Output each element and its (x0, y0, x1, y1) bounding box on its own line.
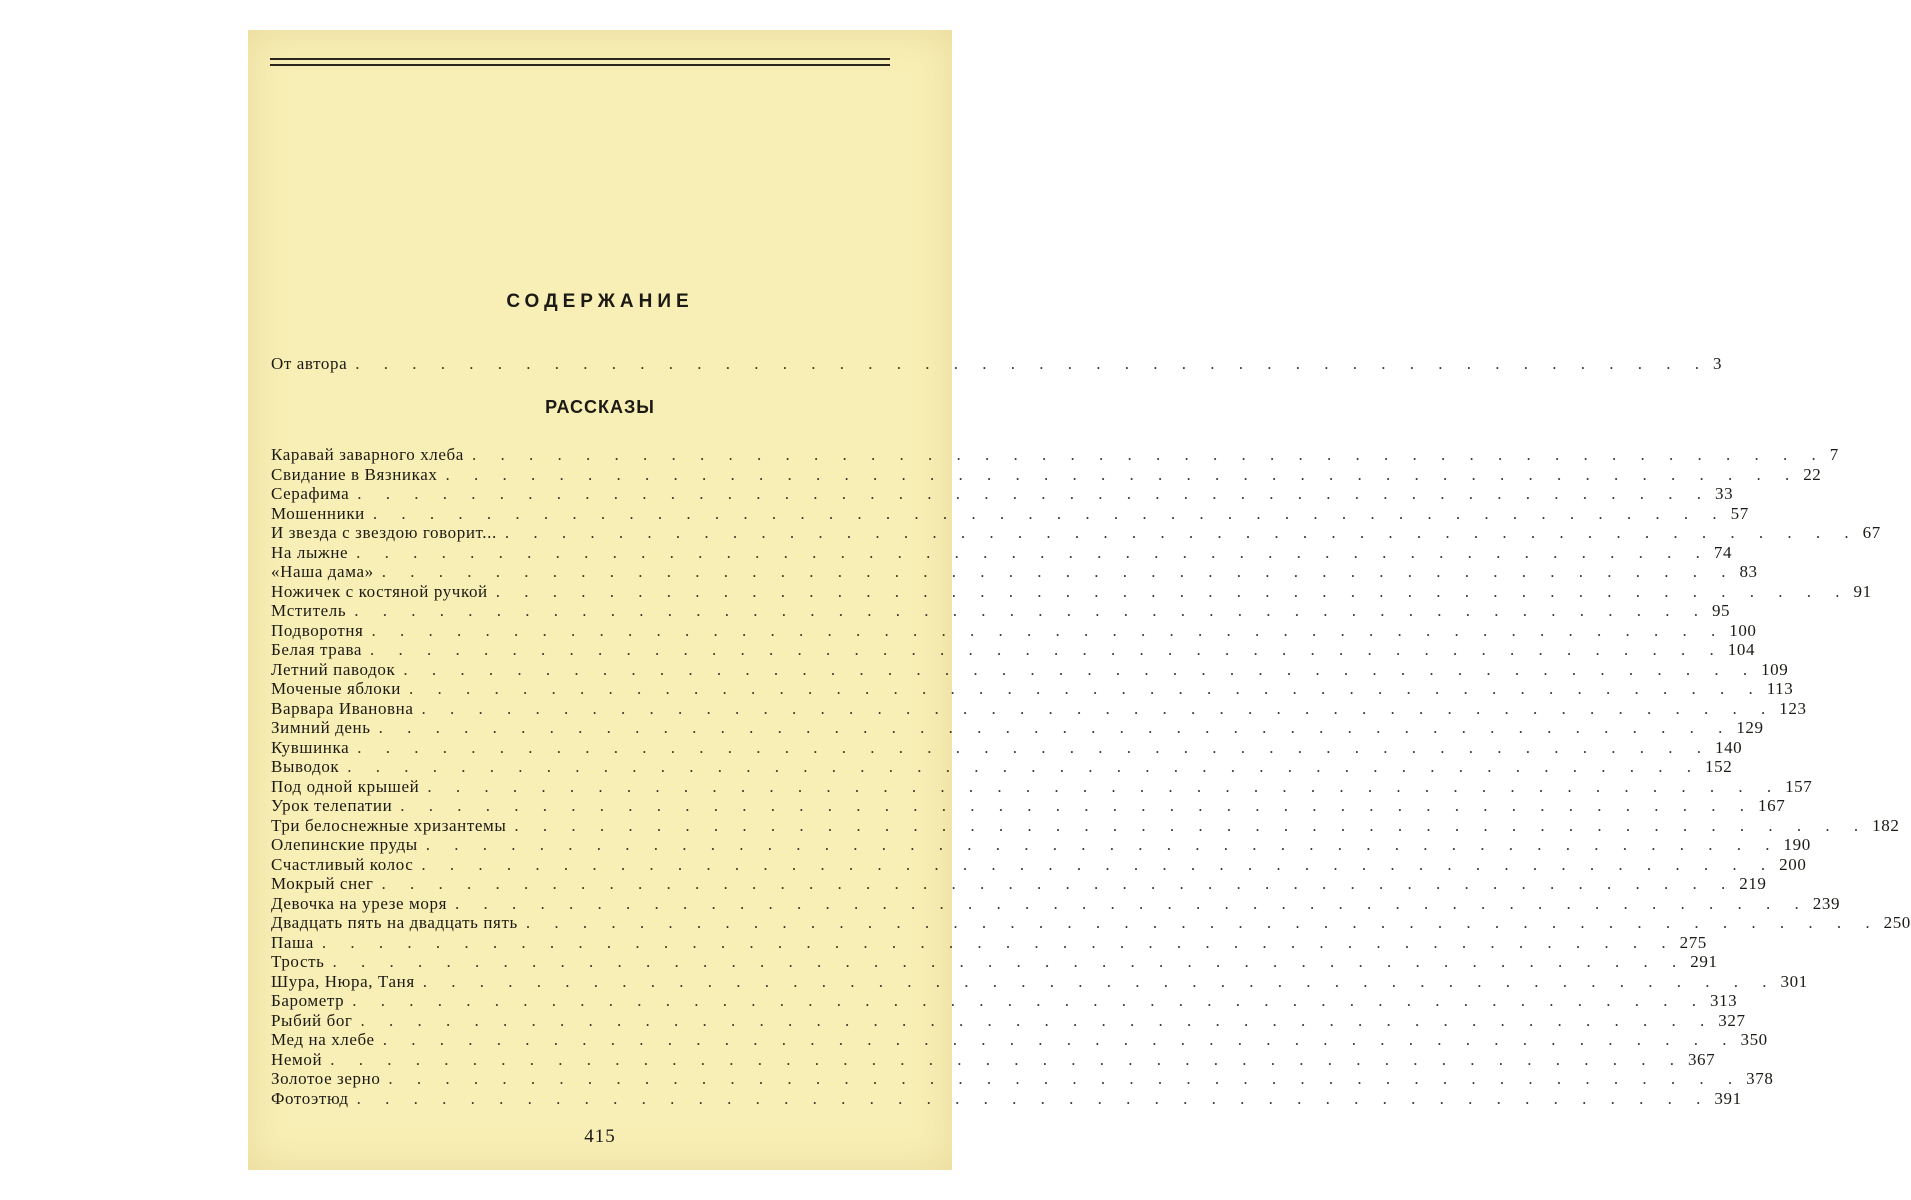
leader-dots: . . . . . . . . . . . . . . . . . . . . . . . . . . . . . . . . . . . . . . . . . . . . . . . . (495, 581, 1850, 601)
toc-entry-page: 140 (1714, 737, 1743, 757)
toc-entry-title: От автора (271, 354, 348, 373)
toc-entry (271, 562, 1758, 582)
leader-dots: . . . . . . . . . . . . . . . . . . . . . . . . . . . . . . . . . . . . . . . . . . . . . . . . (378, 718, 1733, 737)
toc-entry-page: 22 (1803, 464, 1822, 484)
toc-entry-page: 219 (1739, 874, 1767, 893)
toc-entry-title: Мед на хлебе (271, 1030, 375, 1049)
toc-entry (271, 679, 1794, 699)
toc-entry (271, 1049, 1716, 1070)
leader-dots: . . . . . . . . . . . . . . . . . . . . . . . . . . . . . . . . . . . . . . . . . . . . . . . . (381, 874, 1736, 893)
toc-entry-title: Шура, Нюра, Таня (271, 971, 415, 991)
toc-entry (271, 991, 1738, 1011)
leader-dots: . . . . . . . . . . . . . . . . . . . . . . . . . . . . . . . . . . . . . . . . . . . . . . . . (400, 796, 1755, 815)
toc-entry-title: Барометр (271, 991, 345, 1010)
toc-entry-page: 7 (1829, 445, 1839, 464)
leader-dots: . . . . . . . . . . . . . . . . . . . . . . . . . . . . . . . . . . . . . . . . . . . . . . . . (403, 659, 1758, 679)
leader-dots: . . . . . . . . . . . . . . . . . . . . . . . . . . . . . . . . . . . . . . . . . . . . . . . . (372, 503, 1727, 523)
toc-entry (271, 757, 1733, 777)
leader-dots: . . . . . . . . . . . . . . . . . . . . . . . . . . . . . . . . . . . . . . . . . . . . . . . . (357, 484, 1711, 503)
leader-dots: . . . . . . . . . . . . . . . . . . . . . . . . . . . . . . . . . . . . . . . . . . . . . . . . (422, 971, 1777, 991)
toc-entry-page: 275 (1679, 932, 1707, 952)
toc-entry-title: «Наша дама» (271, 562, 374, 581)
leader-dots: . . . . . . . . . . . . . . . . . . . . . . . . . . . . . . . . . . . . . . . . . . . . . . . . (321, 932, 1676, 952)
toc-entry-title: Фотоэтюд (271, 1088, 349, 1108)
leader-dots: . . . . . . . . . . . . . . . . . . . . . . . . . . . . . . . . . . . . . . . . . . . . . . . . (525, 913, 1880, 932)
leader-dots: . . . . . . . . . . . . . . . . . . . . . . . . . . . . . . . . . . . . . . . . . . . . . . . . (408, 679, 1763, 698)
toc-entry-title: Паша (271, 932, 314, 952)
toc-entry (271, 913, 1911, 933)
toc-entry-title: Зимний день (271, 718, 371, 737)
leader-dots: . . . . . . . . . . . . . . . . . . . . . . . . . . . . . . . . . . . . . . . . . . . . . . . . (332, 952, 1687, 971)
toc-entry (271, 1010, 1746, 1031)
top-rule (270, 58, 890, 60)
toc-entry-page: 190 (1783, 835, 1811, 854)
toc-entry-title: Немой (271, 1049, 323, 1069)
toc-entry (271, 796, 1786, 816)
toc-entry (271, 640, 1756, 660)
toc-entry (271, 893, 1841, 914)
leader-dots: . . . . . . . . . . . . . . . . . . . . . . . . . . . . . . . . . . . . . . . . . . . . . . . . (471, 445, 1826, 464)
leader-dots: . . . . . . . . . . . . . . . . . . . . . . . . . . . . . . . . . . . . . . . . . . . . . . . . (388, 1069, 1743, 1088)
leader-dots: . . . . . . . . . . . . . . . . . . . . . . . . . . . . . . . . . . . . . . . . . . . . . . . . (381, 562, 1736, 581)
toc-entry (271, 835, 1811, 855)
book-page (248, 30, 1911, 1170)
toc-entry-page: 378 (1746, 1069, 1774, 1088)
leader-dots: . . . . . . . . . . . . . . . . . . . . . . . . . . . . . . . . . . . . . . . . . . . . . . . . (421, 854, 1776, 874)
toc-entry-title: Кувшинка (271, 737, 350, 757)
toc-entry (271, 854, 1807, 875)
toc-entry-title: Серафима (271, 484, 350, 503)
toc-entry-title: Трость (271, 952, 325, 971)
toc-entry-page: 350 (1740, 1030, 1768, 1049)
contents-heading: СОДЕРЖАНИЕ (506, 291, 694, 312)
toc-entry-title: Белая трава (271, 640, 363, 659)
toc-entry (271, 718, 1764, 738)
leader-dots: . . . . . . . . . . . . . . . . . . . . . . . . . . . . . . . . . . . . . . . . . . . . . . . . (421, 698, 1776, 718)
toc-list (248, 445, 1911, 1108)
toc-entry-page: 367 (1687, 1049, 1716, 1069)
toc-entry-title: Счастливый колос (271, 854, 414, 874)
toc-entry-title: Мститель (271, 601, 347, 620)
toc-entry-page: 167 (1758, 796, 1786, 815)
toc-entry-page: 152 (1705, 757, 1733, 776)
toc-entry-page: 291 (1690, 952, 1718, 971)
leader-dots: . . . . . . . . . . . . . . . . . . . . . . . . . . . . . . . . . . . . . . . . . . . . . . . . (330, 1049, 1684, 1069)
toc-entry-page: 129 (1736, 718, 1764, 737)
toc-entry-page: 113 (1766, 679, 1794, 698)
toc-entry-page: 67 (1862, 523, 1881, 542)
toc-entry (271, 601, 1731, 621)
toc-entry-title: Свидание в Вязниках (271, 464, 438, 484)
toc-entry-page: 200 (1779, 854, 1807, 874)
toc-entry (271, 542, 1733, 563)
toc-entry (271, 659, 1789, 680)
toc-entry-page: 57 (1730, 503, 1749, 523)
toc-entry (271, 971, 1808, 992)
leader-dots: . . . . . . . . . . . . . . . . . . . . . . . . . . . . . . . . . . . . . . . . . . . . . . . . (360, 1010, 1715, 1030)
toc-entry-page: 95 (1711, 601, 1731, 620)
toc-entry-title: Золотое зерно (271, 1069, 381, 1088)
toc-entry-page: 182 (1872, 815, 1900, 835)
toc-entry (271, 1088, 1742, 1109)
leader-dots: . . . . . . . . . . . . . . . . . . . . . . . . . . . . . . . . . . . . . . . . . . . . . . . . (514, 815, 1869, 835)
toc-entry-page: 391 (1714, 1088, 1742, 1108)
leader-dots: . . . . . . . . . . . . . . . . . . . . . . . . . . . . . . . . . . . . . . . . . . . . . . . . (355, 354, 1710, 373)
toc-entry-title: Подворотня (271, 620, 364, 640)
toc-entry-title: Ножичек с костяной ручкой (271, 581, 488, 601)
toc-entry-page: 250 (1883, 913, 1911, 932)
toc-entry-page: 301 (1780, 971, 1808, 991)
toc-entry (271, 1030, 1768, 1050)
toc-entry (271, 503, 1749, 524)
leader-dots: . . . . . . . . . . . . . . . . . . . . . . . . . . . . . . . . . . . . . . . . . . . . . . . . (455, 893, 1809, 913)
toc-entry (271, 581, 1872, 602)
toc-entry-page: 123 (1779, 698, 1807, 718)
leader-dots: . . . . . . . . . . . . . . . . . . . . . . . . . . . . . . . . . . . . . . . . . . . . . . . . (445, 464, 1800, 484)
toc-entry-title: И звезда с звездою говорит... (271, 523, 497, 542)
toc-entry-title: Моченые яблоки (271, 679, 401, 698)
toc-entry-title: На лыжне (271, 542, 349, 562)
leader-dots: . . . . . . . . . . . . . . . . . . . . . . . . . . . . . . . . . . . . . . . . . . . . . . . . (504, 523, 1859, 542)
leader-dots: . . . . . . . . . . . . . . . . . . . . . . . . . . . . . . . . . . . . . . . . . . . . . . . . (352, 991, 1706, 1010)
toc-entry-page: 74 (1713, 542, 1733, 562)
toc-entry (271, 776, 1813, 797)
toc-entry-title: Двадцать пять на двадцать пять (271, 913, 518, 932)
toc-entry (271, 484, 1734, 504)
toc-entry-title: Варвара Ивановна (271, 698, 414, 718)
toc-entry-intro (271, 354, 1723, 374)
toc-entry-title: Три белоснежные хризантемы (271, 815, 507, 835)
leader-dots: . . . . . . . . . . . . . . . . . . . . . . . . . . . . . . . . . . . . . . . . . . . . . . . . (427, 776, 1782, 796)
toc-entry (271, 523, 1881, 543)
section-title: РАССКАЗЫ (545, 397, 655, 417)
toc-entry-title: Рыбий бог (271, 1010, 353, 1030)
toc-entry-page: 327 (1718, 1010, 1746, 1030)
leader-dots: . . . . . . . . . . . . . . . . . . . . . . . . . . . . . . . . . . . . . . . . . . . . . . . . (356, 1088, 1711, 1108)
toc-entry-page: 104 (1727, 640, 1756, 659)
toc-entry-title: Олепинские пруды (271, 835, 418, 854)
toc-entry-title: Под одной крышей (271, 776, 420, 796)
toc-entry-title: Каравай заварного хлеба (271, 445, 464, 464)
toc-entry-title: Девочка на урезе моря (271, 893, 448, 913)
leader-dots: . . . . . . . . . . . . . . . . . . . . . . . . . . . . . . . . . . . . . . . . . . . . . . . . (347, 757, 1702, 776)
toc-entry (271, 874, 1767, 894)
toc-entry-title: Выводок (271, 757, 340, 776)
toc-entry (271, 932, 1707, 953)
toc-entry-page: 3 (1713, 354, 1723, 373)
toc-entry-page: 33 (1715, 484, 1734, 503)
toc-entry (271, 698, 1807, 719)
toc-entry-page: 83 (1739, 562, 1758, 581)
toc-entry (271, 952, 1718, 972)
page-number: 415 (584, 1126, 616, 1147)
toc-entry-page: 109 (1761, 659, 1789, 679)
toc-entry-title: Мокрый снег (271, 874, 374, 893)
toc-entry-page: 157 (1785, 776, 1813, 796)
leader-dots: . . . . . . . . . . . . . . . . . . . . . . . . . . . . . . . . . . . . . . . . . . . . . . . . (425, 835, 1780, 854)
toc-entry (271, 445, 1839, 465)
toc-entry-page: 100 (1729, 620, 1757, 640)
leader-dots: . . . . . . . . . . . . . . . . . . . . . . . . . . . . . . . . . . . . . . . . . . . . . . . . (370, 640, 1724, 659)
leader-dots: . . . . . . . . . . . . . . . . . . . . . . . . . . . . . . . . . . . . . . . . . . . . . . . . (382, 1030, 1737, 1049)
toc-entry (271, 464, 1822, 485)
toc-entry (271, 815, 1900, 836)
toc-entry-title: Мошенники (271, 503, 365, 523)
leader-dots: . . . . . . . . . . . . . . . . . . . . . . . . . . . . . . . . . . . . . . . . . . . . . . . . (371, 620, 1726, 640)
toc-entry-title: Летний паводок (271, 659, 396, 679)
toc-entry (271, 620, 1757, 641)
toc-entry-title: Урок телепатии (271, 796, 393, 815)
toc-entry-page: 313 (1709, 991, 1738, 1010)
leader-dots: . . . . . . . . . . . . . . . . . . . . . . . . . . . . . . . . . . . . . . . . . . . . . . . . (356, 542, 1710, 562)
toc-entry (271, 737, 1743, 758)
leader-dots: . . . . . . . . . . . . . . . . . . . . . . . . . . . . . . . . . . . . . . . . . . . . . . . . (354, 601, 1708, 620)
toc-entry-page: 91 (1853, 581, 1872, 601)
toc-entry (271, 1069, 1774, 1089)
leader-dots: . . . . . . . . . . . . . . . . . . . . . . . . . . . . . . . . . . . . . . . . . . . . . . . . (357, 737, 1711, 757)
top-rule-second (270, 64, 890, 66)
toc-entry-page: 239 (1812, 893, 1841, 913)
